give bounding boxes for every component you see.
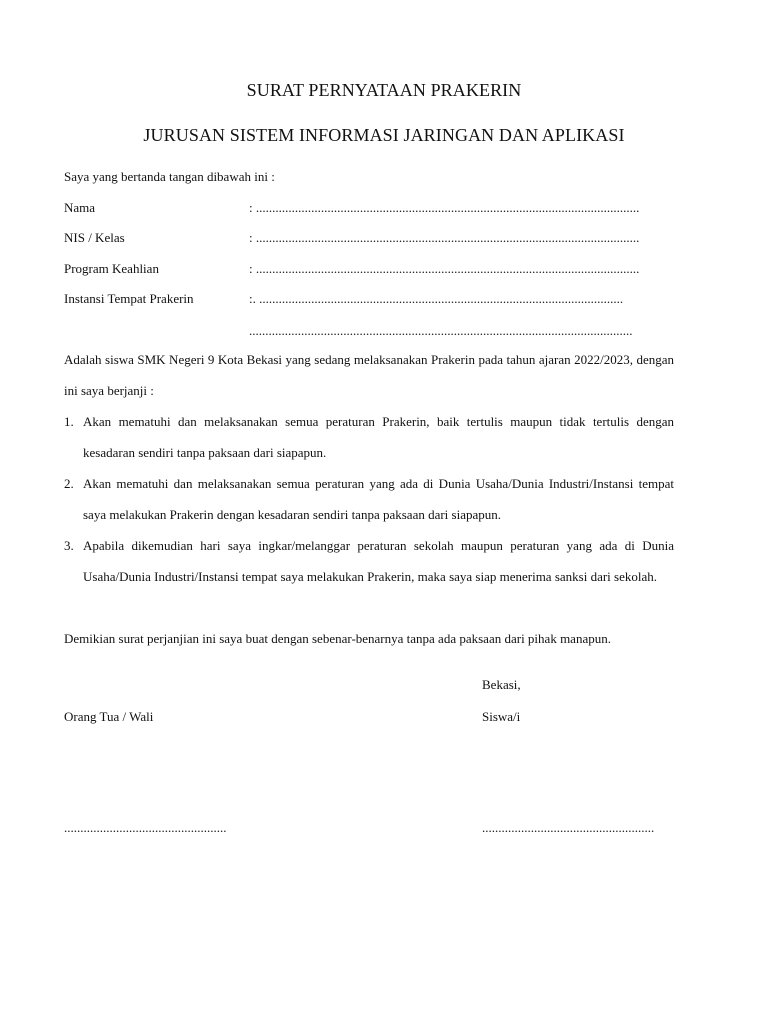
- list-item: [64, 469, 674, 530]
- signature-parent-label: Orang Tua / Wali: [64, 709, 154, 724]
- field-nis-blank: : ......................................................................................................................: [249, 230, 640, 245]
- document-title: SURAT PERNYATAAN PRAKERIN: [246, 80, 522, 100]
- intro-text: Saya yang bertanda tangan dibawah ini :: [64, 169, 275, 184]
- field-nis-label: NIS / Kelas: [64, 230, 125, 245]
- pledge-item-1: [64, 407, 674, 468]
- list-item-number: 3.: [64, 538, 74, 553]
- pledge-item-3: [64, 531, 674, 592]
- field-nama-label: Nama: [64, 200, 96, 215]
- field-nis-kelas: [64, 230, 676, 250]
- pledge-item-2: [64, 469, 674, 530]
- field-nama-blank: : ......................................................................................................................: [249, 200, 640, 215]
- signature-student-line: .....................................................: [482, 820, 655, 835]
- list-item: [64, 531, 674, 592]
- field-program-blank: : ......................................................................................................................: [249, 261, 640, 276]
- list-item-text: Apabila dikemudian hari saya ingkar/melanggar peraturan sekolah maupun peraturan yang ada di Dunia Usaha/Dunia Industri/Instansi tempat saya melakukan Prakerin, maka saya siap menerima sanksi dari sekolah.: [83, 538, 674, 584]
- statement-paragraph: Adalah siswa SMK Negeri 9 Kota Bekasi yang sedang melaksanakan Prakerin pada tahun ajaran 2022/2023, dengan ini saya berjanji :: [64, 352, 674, 398]
- field-instansi-continuation: [64, 323, 676, 343]
- list-item-number: 1.: [64, 414, 74, 429]
- list-item-text: Akan mematuhi dan melaksanakan semua peraturan yang ada di Dunia Usaha/Dunia Industri/Instansi tempat saya melakukan Prakerin dengan kesadaran sendiri tanpa paksaan dari siapapun.: [83, 476, 674, 522]
- list-item-number: 2.: [64, 476, 74, 491]
- field-instansi-blank-2: ......................................................................................................................: [249, 323, 633, 338]
- signature-parent-line: ..................................................: [64, 820, 227, 835]
- signature-student-label: Siswa/i: [482, 709, 521, 724]
- field-nama: [64, 200, 676, 220]
- field-program-keahlian: [64, 261, 676, 281]
- field-instansi: [64, 291, 676, 311]
- document-subtitle: JURUSAN SISTEM INFORMASI JARINGAN DAN APLIKASI: [143, 125, 625, 145]
- closing-paragraph: Demikian surat perjanjian ini saya buat dengan sebenar-benarnya tanpa ada paksaan dari pihak manapun.: [64, 631, 611, 646]
- signature-city: Bekasi,: [482, 677, 521, 692]
- list-item-text: Akan mematuhi dan melaksanakan semua peraturan Prakerin, baik tertulis maupun tidak tertulis dengan kesadaran sendiri tanpa paksaan dari siapapun.: [83, 414, 674, 460]
- field-instansi-blank: :. ................................................................................................................: [249, 291, 624, 306]
- field-instansi-label: Instansi Tempat Prakerin: [64, 291, 194, 306]
- list-item: [64, 407, 674, 468]
- field-program-label: Program Keahlian: [64, 261, 159, 276]
